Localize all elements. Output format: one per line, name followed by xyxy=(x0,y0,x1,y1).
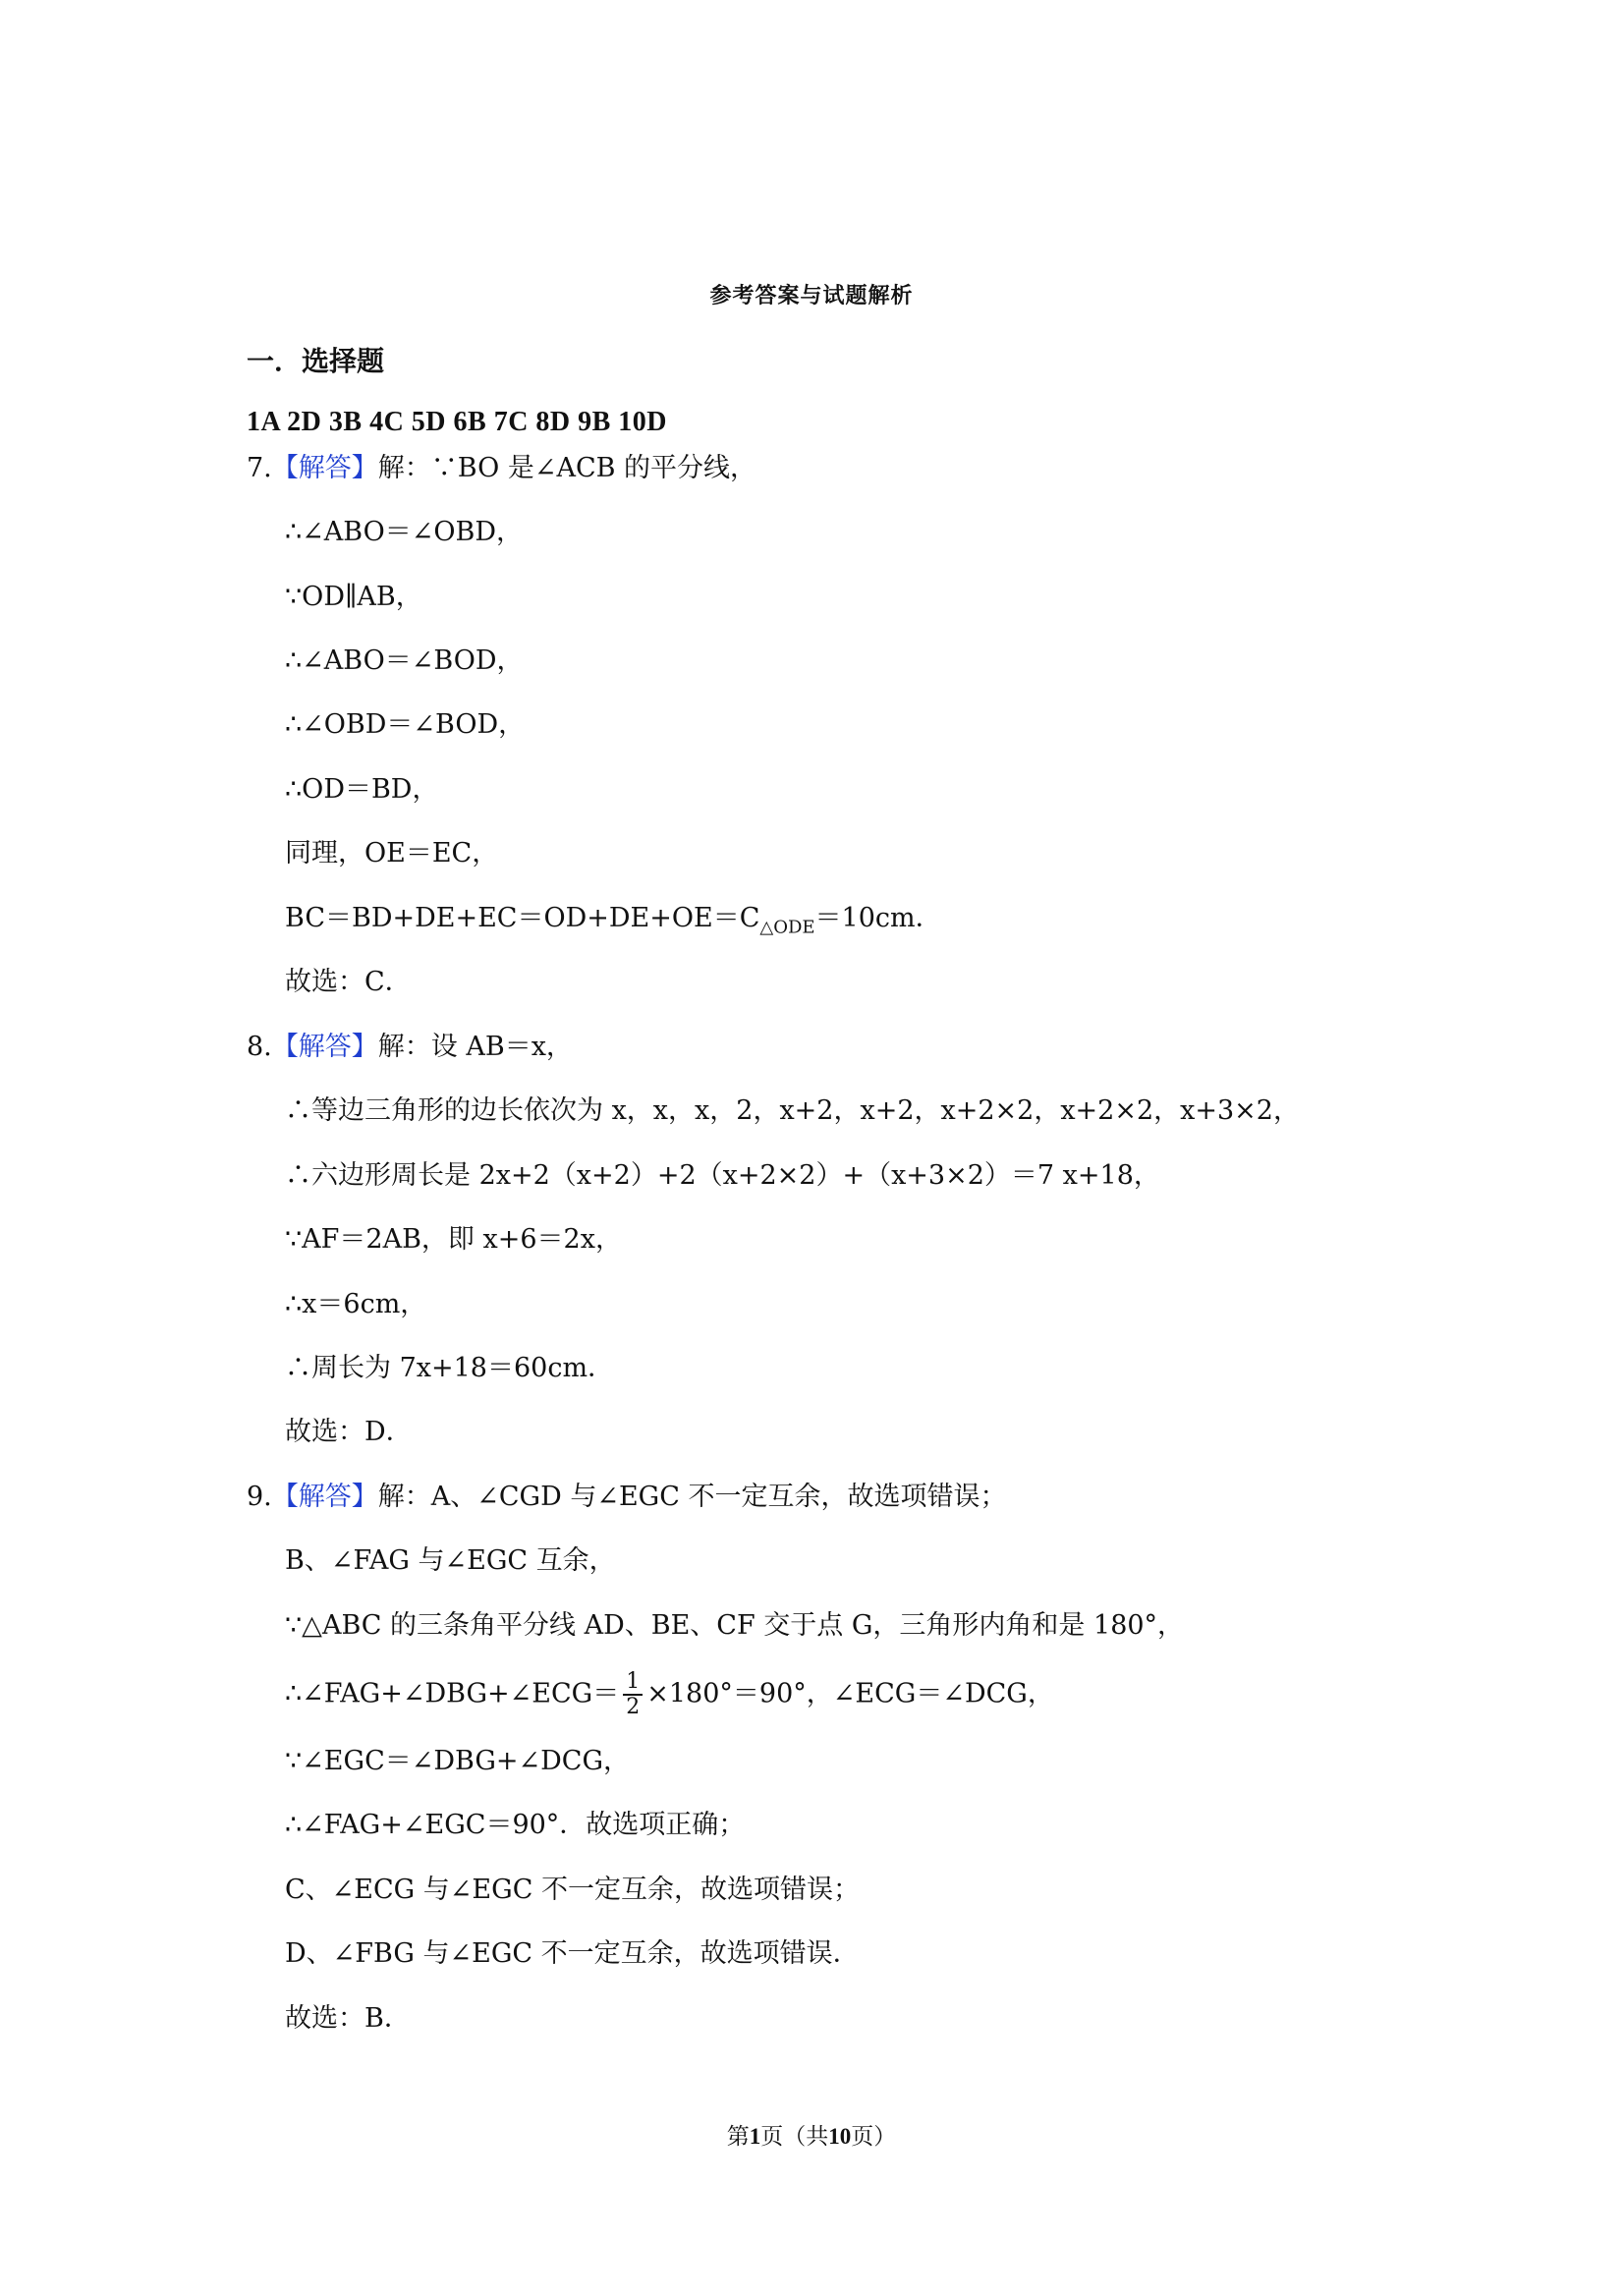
fraction-one-half xyxy=(623,1670,643,1719)
fraction-numerator: 1 xyxy=(623,1670,643,1696)
q9-text-4a: ∴∠FAG+∠DBG+∠ECG＝ xyxy=(285,1678,620,1709)
q9-line-2: B、∠FAG 与∠EGC 互余， xyxy=(285,1545,616,1576)
q7-line-6: ∴OD＝BD， xyxy=(285,774,439,805)
q9-text-1: 解：A、∠CGD 与∠EGC 不一定互余，故选项错误； xyxy=(377,1482,1007,1512)
q9-line-5: ∵∠EGC＝∠DBG+∠DCG， xyxy=(285,1746,631,1776)
section-heading: 一．选择题 xyxy=(247,345,385,377)
q9-number: 9. xyxy=(247,1482,272,1512)
q8-number: 8. xyxy=(247,1032,272,1062)
q7-text-8a: BC＝BD+DE+EC＝OD+DE+OE＝C xyxy=(285,903,760,933)
q7-line-3: ∵OD∥AB， xyxy=(285,582,422,612)
q8-jieda-label: 【解答】 xyxy=(271,1032,378,1062)
footer-page-number: 1 xyxy=(749,2124,761,2149)
footer-post: 页） xyxy=(851,2124,897,2150)
q9-jieda-label: 【解答】 xyxy=(271,1482,378,1512)
q9-line-9: 故选：B． xyxy=(285,2003,411,2034)
q8-line-1 xyxy=(247,1031,573,1064)
q7-line-9: 故选：C． xyxy=(285,967,412,997)
q9-line-8: D、∠FBG 与∠EGC 不一定互余，故选项错误． xyxy=(285,1938,860,1969)
q7-line-5: ∴∠OBD＝∠BOD， xyxy=(285,709,526,740)
q8-line-4: ∵AF＝2AB，即 x+6＝2x， xyxy=(285,1224,622,1255)
q7-line-1 xyxy=(247,452,756,485)
q9-line-4 xyxy=(285,1670,1054,1719)
q7-text-8b: ＝10cm． xyxy=(814,903,942,933)
q8-line-5: ∴x＝6cm， xyxy=(285,1289,427,1319)
q9-line-6: ∴∠FAG+∠EGC＝90°．故选项正确； xyxy=(285,1810,746,1840)
q7-line-8 xyxy=(285,902,942,944)
q7-jieda-label: 【解答】 xyxy=(271,453,378,483)
q8-line-6: ∴周长为 7x+18＝60cm． xyxy=(285,1353,615,1383)
q7-line-7: 同理，OE＝EC， xyxy=(285,838,499,868)
q7-line-2: ∴∠ABO＝∠OBD， xyxy=(285,517,524,547)
q7-number: 7. xyxy=(247,453,272,483)
q9-line-1 xyxy=(247,1481,1007,1514)
q8-text-1: 解：设 AB＝x， xyxy=(377,1032,573,1062)
answer-key: 1A 2D 3B 4C 5D 6B 7C 8D 9B 10D xyxy=(247,407,668,437)
q8-line-3: ∴六边形周长是 2x+2（x+2）+2（x+2×2）+（x+3×2）＝7 x+18， xyxy=(285,1160,1160,1191)
page-title: 参考答案与试题解析 xyxy=(709,283,914,308)
page-footer xyxy=(0,2118,1623,2151)
footer-mid: 页（共 xyxy=(760,2124,829,2150)
q7-text-1: 解：∵BO 是∠ACB 的平分线， xyxy=(377,453,757,483)
q7-line-4: ∴∠ABO＝∠BOD， xyxy=(285,645,524,676)
q8-line-7: 故选：D． xyxy=(285,1417,413,1447)
footer-total-pages: 10 xyxy=(828,2124,852,2149)
footer-pre: 第 xyxy=(726,2124,750,2150)
q9-line-3: ∵△ABC 的三条角平分线 AD、BE、CF 交于点 G，三角形内角和是 180°， xyxy=(285,1610,1185,1641)
q9-line-7: C、∠ECG 与∠EGC 不一定互余，故选项错误； xyxy=(285,1875,860,1905)
fraction-denominator: 2 xyxy=(626,1695,641,1719)
q9-text-4b: ×180°＝90°，∠ECG＝∠DCG， xyxy=(646,1678,1054,1709)
q7-text-8-subscript: △ODE xyxy=(759,917,815,938)
q8-line-2: ∴等边三角形的边长依次为 x，x，x，2，x+2，x+2，x+2×2，x+2×2，x+3×2， xyxy=(285,1095,1300,1126)
